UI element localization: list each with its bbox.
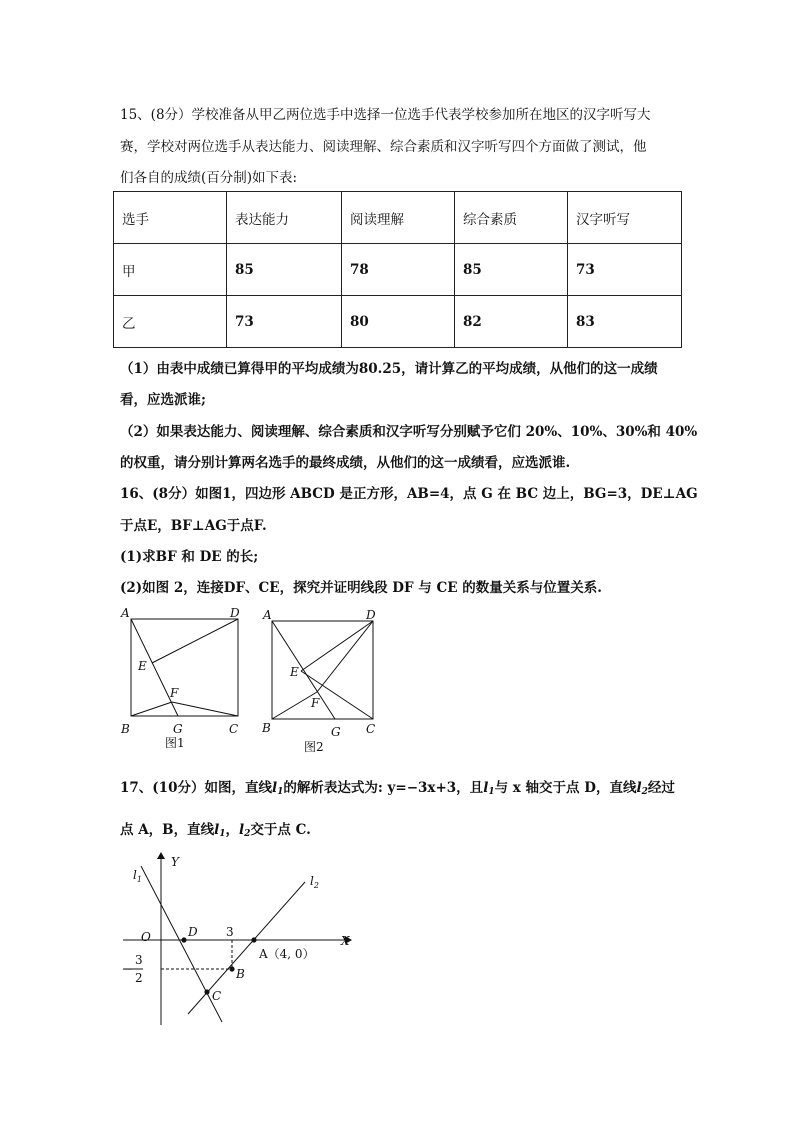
table-header-row (114, 192, 682, 244)
point-a-dot (251, 937, 256, 942)
table-cell: 78 (342, 244, 455, 296)
point-d-dot (181, 937, 186, 942)
q16-line-3: (1)求BF 和 DE 的长; (120, 549, 259, 565)
table-row (114, 296, 682, 348)
q17-text: 的解析表达式为: y=−3x+3，且 (283, 780, 484, 796)
figure-2 (255, 600, 395, 760)
point-a-label: A（4, 0） (259, 947, 315, 961)
x-axis-label: X (341, 934, 350, 948)
label-g: G (331, 725, 341, 739)
q16-line-1: 16、(8分）如图1，四边形 ABCD 是正方形，AB=4，点 G 在 BC 边上，BG=3，DE⊥AG (120, 486, 698, 502)
table-cell: 85 (227, 244, 342, 296)
label-g: G (173, 722, 183, 736)
segment-fc (172, 702, 238, 716)
point-b-label: B (236, 967, 245, 981)
label-c: C (229, 722, 239, 736)
q15-part1-line-1: （1）由表中成绩已算得甲的平均成绩为80.25，请计算乙的平均成绩，从他们的这一成绩 (120, 361, 658, 377)
tick-3-label: 3 (226, 925, 234, 939)
segment-ag (272, 621, 335, 719)
fraction-minus: − (123, 962, 134, 976)
table-cell: 73 (227, 296, 342, 348)
table-cell: 乙 (114, 296, 227, 348)
q17-text: 与 x 轴交于点 D，直线 (494, 780, 637, 796)
line-l1 (141, 866, 222, 1022)
q17-text: ， (225, 822, 239, 838)
q16-line-4: (2)如图 2，连接DF、CE，探究并证明线段 DF 与 CE 的数量关系与位置关系. (120, 580, 602, 596)
segment-df (317, 621, 373, 692)
label-e: E (138, 659, 147, 673)
q17-text: 17、(10分）如图，直线 (120, 780, 272, 796)
q15-line-2: 赛，学校对两位选手从表达能力、阅读理解、综合素质和汉字听写四个方面做了测试，他 (120, 139, 647, 155)
l1-subscript: 1 (219, 829, 226, 839)
score-table (113, 191, 682, 348)
l2-subscript: 2 (244, 829, 251, 839)
label-a: A (263, 608, 272, 622)
table-cell: 83 (568, 296, 682, 348)
table-header-cell: 汉字听写 (568, 192, 682, 244)
fraction-denominator: 2 (135, 971, 143, 985)
square-abcd (131, 619, 238, 716)
label-d: D (230, 606, 240, 620)
y-axis-label: Y (171, 855, 179, 869)
table-cell: 82 (455, 296, 568, 348)
l2-label-sub: 2 (313, 881, 319, 890)
l1-label (133, 868, 142, 884)
l1-symbol: l (214, 822, 220, 838)
point-c-dot (204, 989, 209, 994)
label-e: E (290, 665, 299, 679)
origin-label: O (141, 930, 151, 944)
l2-symbol: l (636, 780, 642, 796)
q15-part2-line-2: 的权重，请分别计算两名选手的最终成绩，从他们的这一成绩看，应选派谁. (120, 455, 571, 471)
fraction-numerator: 3 (135, 953, 143, 967)
q17-text: 点 A，B，直线 (120, 822, 215, 838)
coordinate-figure (115, 848, 365, 1033)
table-header-cell: 表达能力 (227, 192, 342, 244)
table-cell: 甲 (114, 244, 227, 296)
figure-2-caption: 图2 (304, 740, 324, 754)
l1-symbol: l (483, 780, 489, 796)
l1-symbol: l (271, 780, 278, 796)
table-header-cell: 选手 (114, 192, 227, 244)
label-b: B (121, 722, 130, 736)
figure-1 (115, 600, 255, 755)
point-d-label: D (188, 925, 198, 939)
table-header-cell: 阅读理解 (342, 192, 455, 244)
table-cell: 80 (342, 296, 455, 348)
q17-text: 交于点 C. (250, 822, 311, 838)
square-abcd (272, 621, 373, 719)
label-b: B (262, 721, 271, 735)
l2-symbol: l (239, 822, 245, 838)
table-header-cell: 综合素质 (455, 192, 568, 244)
point-c-label: C (212, 989, 222, 1003)
q15-part1-line-2: 看，应选派谁; (120, 392, 206, 408)
l1-subscript: 1 (488, 787, 495, 797)
q15-part2-line-1: （2）如果表达能力、阅读理解、综合素质和汉字听写分别赋予它们 20%、10%、30%和 40% (120, 424, 698, 440)
table-cell: 85 (455, 244, 568, 296)
l2-label (310, 874, 319, 890)
label-a: A (121, 606, 130, 620)
table-cell: 73 (568, 244, 682, 296)
q15-line-1: 15、(8分）学校准备从甲乙两位选手中选择一位选手代表学校参加所在地区的汉字听写大 (120, 107, 651, 123)
figure-1-caption: 图1 (165, 736, 185, 750)
q15-line-3: 们各自的成绩(百分制)如下表: (120, 170, 298, 186)
q17-line-1 (120, 776, 675, 797)
segment-de (152, 619, 238, 663)
q17-line-2 (120, 818, 311, 839)
label-d: D (366, 608, 376, 622)
label-c: C (366, 722, 376, 736)
table-row (114, 244, 682, 296)
label-f: F (311, 696, 320, 710)
l2-subscript: 2 (641, 787, 648, 797)
l1-label-sub: 1 (136, 875, 142, 884)
segment-de (301, 621, 373, 671)
l1-subscript: 1 (277, 787, 284, 797)
point-b-dot (229, 966, 234, 971)
q17-text: 经过 (647, 780, 675, 796)
segment-bf (131, 702, 172, 716)
label-f: F (170, 686, 179, 700)
q16-line-2: 于点E，BF⊥AG于点F. (120, 518, 267, 534)
l1-label-letter: l (133, 868, 137, 882)
l2-label-letter: l (310, 874, 314, 888)
